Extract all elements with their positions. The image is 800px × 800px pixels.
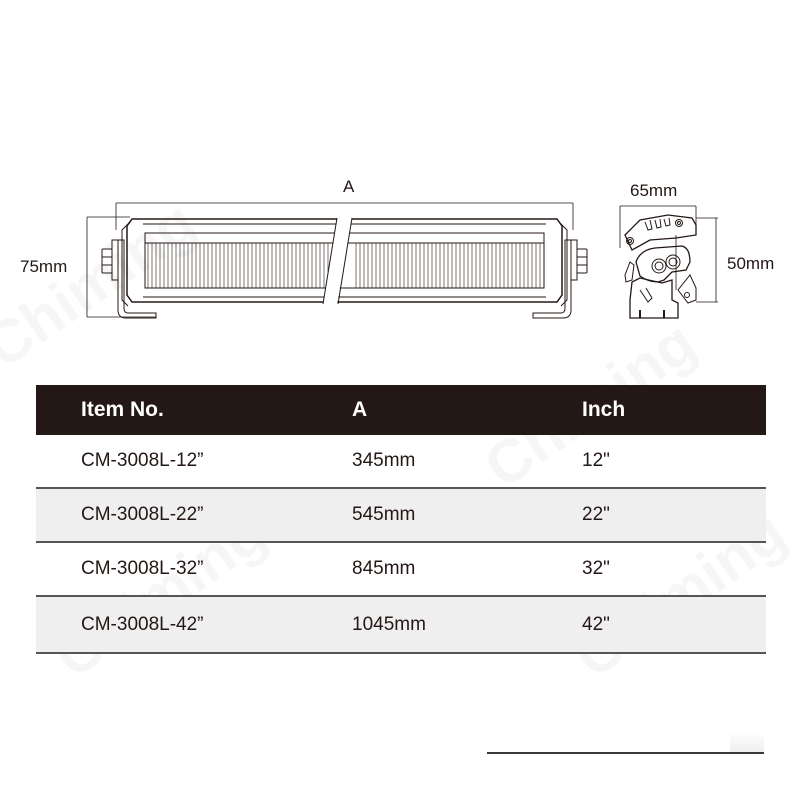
table-row xyxy=(36,435,766,489)
cell-item-no: CM-3008L-12” xyxy=(81,450,204,471)
cell-inch: 22" xyxy=(582,504,610,525)
table-row xyxy=(36,543,766,597)
height-dimension-label: 75mm xyxy=(20,257,68,276)
cell-item-no: CM-3008L-22” xyxy=(81,504,204,525)
cell-a: 345mm xyxy=(352,450,416,471)
length-dimension-label: A xyxy=(343,177,355,196)
light-bar-side-icon xyxy=(600,190,730,330)
cell-a: 1045mm xyxy=(352,613,426,635)
bottom-divider xyxy=(487,752,764,754)
table-header xyxy=(36,385,766,435)
header-a: A xyxy=(352,398,368,421)
light-bar-front-icon xyxy=(0,170,600,330)
header-inch: Inch xyxy=(582,398,626,421)
header-item-no: Item No. xyxy=(81,398,164,421)
side-view-drawing xyxy=(600,190,730,330)
side-width-dimension-label: 65mm xyxy=(630,181,678,200)
bottom-shadow xyxy=(730,732,764,752)
front-view-drawing xyxy=(0,170,600,330)
table-row xyxy=(36,597,766,654)
side-height-dimension-label: 50mm xyxy=(727,254,775,273)
cell-inch: 32" xyxy=(582,558,610,579)
cell-inch: 12" xyxy=(582,450,610,471)
cell-item-no: CM-3008L-42” xyxy=(81,613,204,635)
cell-inch: 42" xyxy=(582,613,610,635)
cell-a: 845mm xyxy=(352,558,416,579)
spec-table xyxy=(36,385,766,654)
cell-item-no: CM-3008L-32” xyxy=(81,558,204,579)
cell-a: 545mm xyxy=(352,504,416,525)
table-row xyxy=(36,489,766,543)
